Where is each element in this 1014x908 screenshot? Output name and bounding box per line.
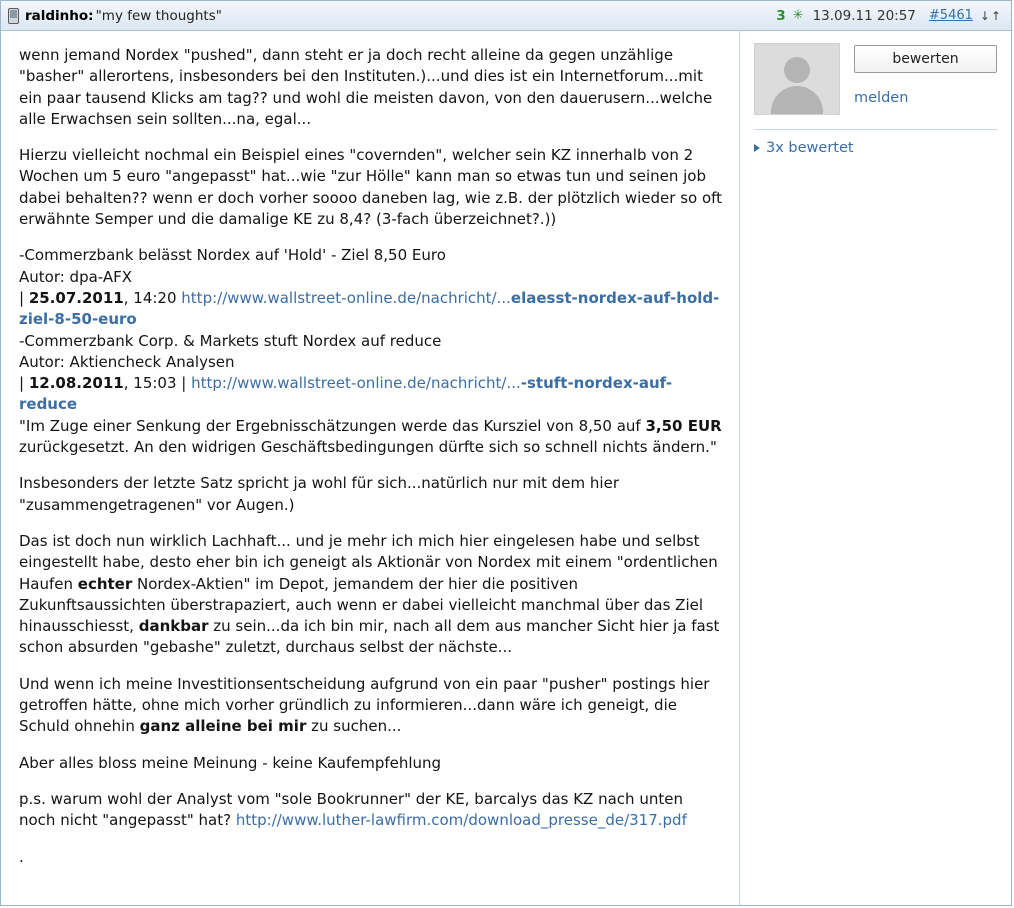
news1-url-bold3: -ziel-8-50-euro (19, 288, 720, 329)
rate-button[interactable]: bewerten (854, 45, 997, 73)
paragraph-3: Insbesonders der letzte Satz spricht ja wohl für sich...natürlich nur mit dem hier "zusammengetragenen" vor Augen.) (19, 474, 619, 514)
quote-part-c: zurückgesetzt. An den widrigen Geschäftsbedingungen dürfte sich so schnell nichts ändern." (19, 438, 717, 457)
mobile-device-icon (8, 8, 19, 24)
rating-count: 3 (776, 7, 786, 24)
news1-url-bold1: elaesst-nordex-auf- (510, 288, 677, 307)
news1-title: -Commerzbank belässt Nordex auf 'Hold' - Ziel 8,50 Euro (19, 246, 446, 265)
rated-summary-label: 3x bewertet (766, 140, 854, 156)
post-header-left (8, 8, 776, 24)
news2-date: 12.08.2011 (28, 374, 124, 393)
news1-time: , 14:20 (123, 288, 177, 307)
news2-url-bold2: reduce (19, 395, 78, 414)
quote-part-a: "Im Zuge einer Senkung der Ergebnisschätzungen werde das Kursziel von 8,50 auf (19, 416, 646, 435)
p4-part-a: Das ist doch nun wirklich Lachhaft... und je mehr ich mich hier eingelesen habe und selbst eingestellt habe, desto eher bin ich geneigt als Aktionär von Nordex mit einem "ordentlichen Haufen (19, 531, 718, 593)
sidebar-top (754, 43, 997, 115)
news1-author: Autor: dpa-AFX (19, 267, 133, 286)
p4-part-c: Nordex-Aktien" im Depot, jemandem der hier die positiven Zukunftsaussichten überstrapaziert, auch wenn er dabei vielleicht manchmal über das Ziel hinausschiesst, (19, 574, 704, 636)
news2-title: -Commerzbank Corp. & Markets stuft Nordex auf reduce (19, 331, 442, 350)
paragraph-5 (19, 674, 723, 738)
paragraph-7-postscript (19, 789, 723, 832)
star-icon: ✳ (792, 8, 804, 23)
post-body (1, 31, 1011, 905)
news1-meta-line (19, 288, 723, 331)
paragraph-8-dot: . (19, 847, 24, 866)
p5-part-a: Und wenn ich meine Investitionsentscheidung aufgrund von ein paar "pusher" postings hier getroffen hätte, ohne mich vorher gründlich zu informieren...dann wäre ich geneigt, die Schuld ohnehin (19, 674, 710, 736)
post-permalink[interactable]: #5461 (928, 8, 973, 23)
news2-author: Autor: Aktiencheck Analysen (19, 352, 235, 371)
news1-date: 25.07.2011 (28, 288, 124, 307)
avatar (754, 43, 840, 115)
paragraph-2: Hierzu vielleicht nochmal ein Beispiel eines "covernden", welcher sein KZ innerhalb von 2 Wochen um 5 euro "angepasst" hat...wie "zur Hölle" kann man so etwas tun und seinen job dabei behalten?? wenn er doch vorher soooo daneben lag, wie z.B. der plötzlich wieder so oft erwähnte Semper und die damalige KE zu 8,4? (3-fach überzeichnet?.)) (19, 146, 723, 229)
p4-part-e: zu sein...da ich bin mir, nach all dem aus mancher Sicht hier ja fast schon absurden "gebashe" zuletzt, durchaus selbst der nächste... (19, 617, 720, 657)
sidebar-actions (854, 43, 997, 106)
news-quote-block (19, 245, 723, 458)
news2-bar: | (19, 374, 25, 393)
post-author[interactable]: raldinho: (25, 7, 94, 24)
news2-meta-line (19, 373, 723, 416)
avatar-body-shape (771, 86, 823, 115)
news1-url-bold2: hold (676, 288, 714, 307)
news1-url-plain: http://www.wallstreet-online.de/nachricht/... (181, 288, 511, 307)
sidebar-divider (754, 129, 997, 130)
post-sidebar (739, 31, 1011, 905)
post-timestamp: 13.09.11 20:57 (812, 7, 916, 24)
post-content (1, 31, 739, 905)
paragraph-4 (19, 531, 723, 659)
p7-part-a: p.s. warum wohl der Analyst vom "sole Bookrunner" der KE, barcalys das KZ nach unten noch nicht "angepasst" hat? (19, 789, 683, 830)
report-link[interactable]: melden (854, 90, 909, 106)
avatar-head-shape (784, 57, 810, 83)
news2-time: , 15:03 | (123, 374, 187, 393)
news2-url-bold1: -stuft-nordex-auf- (520, 374, 673, 393)
navigate-arrows-icon[interactable]: ↓↑ (979, 8, 1002, 23)
rated-summary-toggle[interactable] (754, 140, 997, 156)
pdf-link[interactable]: http://www.luther-lawfirm.com/download_presse_de/317.pdf (235, 811, 687, 830)
news2-quote (19, 416, 723, 459)
p4-bold-echter: echter (77, 574, 133, 593)
p5-part-c: zu suchen... (306, 717, 402, 736)
quote-target-price: 3,50 EUR (645, 416, 722, 435)
chevron-right-icon (754, 144, 760, 152)
news1-bar: | (19, 288, 25, 307)
p5-bold: ganz alleine bei mir (139, 717, 307, 736)
paragraph-1: wenn jemand Nordex "pushed", dann steht er ja doch recht alleine da gegen unzählige "basher" allerortens, insbesonders bei den Instituten.)...und dies ist ein Internetforum...mit ein paar tausend Klicks am tag?? und wohl die meisten davon, von den dauerusern...welche alle Erwachsen sein sollten...na, egal... (19, 46, 713, 128)
post-subject: "my few thoughts" (95, 7, 222, 24)
p4-bold-dankbar: dankbar (138, 617, 209, 636)
post-header-right (776, 8, 1002, 24)
post-header (1, 1, 1011, 31)
news2-url-plain: http://www.wallstreet-online.de/nachricht/... (191, 374, 521, 393)
paragraph-6-disclaimer: Aber alles bloss meine Meinung - keine Kaufempfehlung (19, 753, 442, 772)
